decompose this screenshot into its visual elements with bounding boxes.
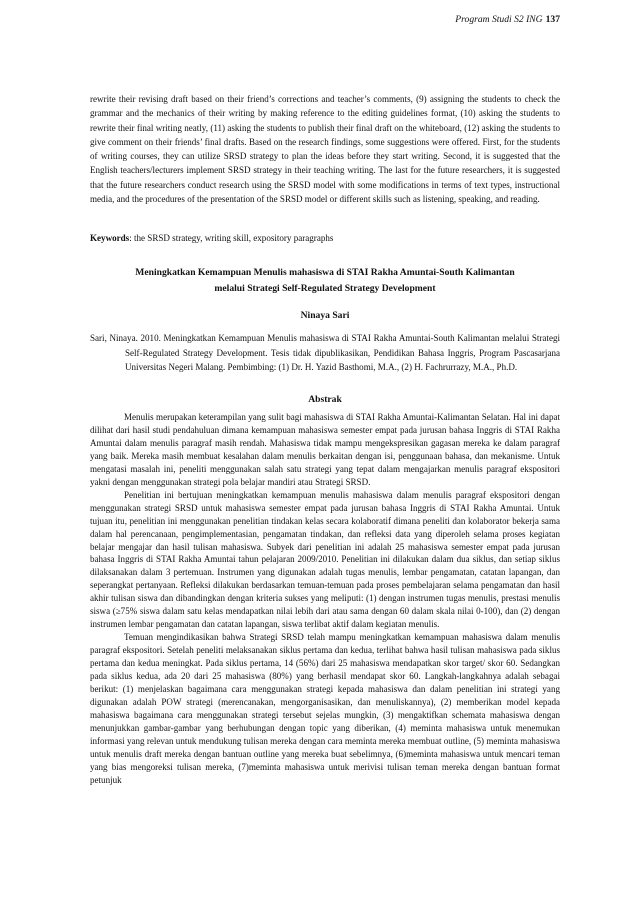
running-header xyxy=(455,14,560,25)
bibliographic-reference: Sari, Ninaya. 2010. Meningkatkan Kemampuan Menulis mahasiswa di STAI Rakha Amuntai-South Kalimantan melalui Strategi Self-Regulated Strategy Development. Tesis tidak dipublikasikan, Pendidikan Bahasa Inggris, Program Pascasarjana Universitas Negeri Malang. Pembimbing: (1) Dr. H. Yazid Basthomi, M.A., (2) H. Fachrurrazy, M.A., Ph.D. xyxy=(90,333,560,373)
keywords xyxy=(90,232,333,245)
abstract-body xyxy=(90,411,560,787)
running-title: Program Studi S2 ING xyxy=(455,14,543,25)
keywords-label: Keywords xyxy=(90,233,130,243)
abstract-paragraph-3: Temuan mengindikasikan bahwa Strategi SRSD telah mampu meningkatkan kemampuan mahasiswa dalam menulis paragraf ekspositori. Setelah peneliti melaksanakan siklus pertama dan kedua, terlihat bahwa hasil tulisan mahasiswa pada siklus pertama dan kedua meningkat. Pada siklus pertama, 14 (56%) dari 25 mahasiswa mendapatkan skor target/ skor 60. Sedangkan pada siklus kedua, ada 20 dari 25 mahasiswa (80%) yang berhasil mendapat skor 60. Langkah-langkahnya adalah sebagai berikut: (1) menjelaskan bagaimana cara menggunakan strategi kepada mahasiswa dan dalam penelitian ini strategi yang digunakan adalah POW strategi (merencanakan, mengorganisasikan, dan menuliskannya), (2) memberikan model kepada mahasiswa bagaimana cara menggunakan strategi tersebut sejelas mungkin, (3) mengaktifkan schemata mahasiswa dengan menunjukkan gambar-gambar yang berhubungan dengan topic yang diberikan, (4) meminta mahasiswa untuk menemukan informasi yang relevan untuk mendukung tulisan mereka dengan cara meminta mereka membuat outline, (5) meminta mahasiswa untuk menulis draft mereka dengan bantuan outline yang mereka buat sebelimnya, (6)meminta mahasiswa untuk mencari teman yang bias mengoreksi tulisan mereka, (7)meminta mahasiswa untuk merivisi tulisan teman mereka dengan bantuan format petunjuk xyxy=(90,632,560,785)
article-author: Ninaya Sari xyxy=(300,310,350,321)
english-abstract-continued: rewrite their revising draft based on their friend’s corrections and teacher’s comments, (9) assigning the students to check the grammar and the mechanics of their writing by making reference to the editing guidelines format, (10) asking the students to rewrite their final writing neatly, (11) asking the students to publish their final draft on the whiteboard, (12) asking the students to give comment on their friends’ final drafts. Based on the research findings, some suggestions were offered. First, for the students of writing courses, they can utilize SRSD strategy to plan the ideas before they start writing. Second, it is suggested that the English teachers/lecturers implement SRSD strategy in their teaching writing. The last for the future researchers, it is suggested that the future researchers conduct research using the SRSD model with some modifications in terms of text types, instructional media, and the procedures of the presentation of the SRSD model or different skills such as listening, speaking, and reading. xyxy=(90,94,560,204)
page-number: 137 xyxy=(545,14,560,25)
article-title-line-1: Meningkatkan Kemampuan Menulis mahasiswa di STAI Rakha Amuntai-South Kalimantan xyxy=(135,267,515,278)
abstract-paragraph-1: Menulis merupakan keterampilan yang sulit bagi mahasiswa di STAI Rakha Amuntai-Kalimantan Selatan. Hal ini dapat dilihat dari hasil studi pendahuluan dimana kemampuan mahasiswa semester empat pada jurusan bahasa Inggris di STAI Rakha Amuntai dalam menulis paragraf masih rendah. Mahasiswa tidak mampu mengekspresikan gagasan mereka ke dalam paragraf yang baik. Mereka masih membuat kesalahan dalam menulis berkaitan dengan isi, penggunaan bahasa, dan mekanisme. Untuk mengatasi masalah ini, peneliti menggunakan salah satu strategi yang tepat dalam mengajarkan menulis paragraf ekspositori yakni dengan menggunakan strategi pola belajar mandiri atau Strategi SRSD. xyxy=(90,412,560,487)
abstract-paragraph-2: Penelitian ini bertujuan meningkatkan kemampuan menulis mahasiswa dalam menulis paragraf ekspositori dengan menggunakan strategi SRSD untuk mahasiswa semester empat pada jurusan bahasa Inggris di STAI Rakha Amuntai. Untuk tujuan itu, penelitian ini menggunakan penelitian tindakan kelas secara kolaboratif dimana peneliti dan kolaborator bekerja sama dalam hal perencanaan, pengimplementasian, pengamatan tindakan, dan refleksi data yang diperoleh selama proses kegiatan belajar mengajar dan hasil tulisan mahasiswa. Subyek dari penelitian ini adalah 25 mahasiswa semester empat pada jurusan bahasa Inggris di STAI Rakha Amuntai tahun pelajaran 2009/2010. Penelitian ini dilakukan dalam dua siklus, dan setiap siklus dilaksanakan dalam 3 pertemuan. Instrumen yang digunakan adalah tugas menulis, lembar pengamatan, catatan lapangan, dan seperangkat pertanyaan. Refleksi dilakukan berdasarkan temuan-temuan pada proses pembelajaran selama pengamatan dan hasil akhir tulisan siswa dan dibandingkan dengan kriteria sukses yang meliputi: (1) dengan instrumen tugas menulis, prestasi menulis siswa (≥75% siswa dalam satu kelas mendapatkan nilai lebih dari atau sama dengan 60 dalam skala nilai 0-100), dan (2) dengan instrumen lembar pengamatan dan catatan lapangan, siswa terlibat aktif dalam kegiatan menulis. xyxy=(90,489,560,630)
keywords-text: : the SRSD strategy, writing skill, expository paragraphs xyxy=(129,233,334,243)
article-title xyxy=(90,265,560,296)
article-title-line-2: melalui Strategi Self-Regulated Strategy Development xyxy=(214,282,436,294)
abstract-heading: Abstrak xyxy=(308,394,342,405)
